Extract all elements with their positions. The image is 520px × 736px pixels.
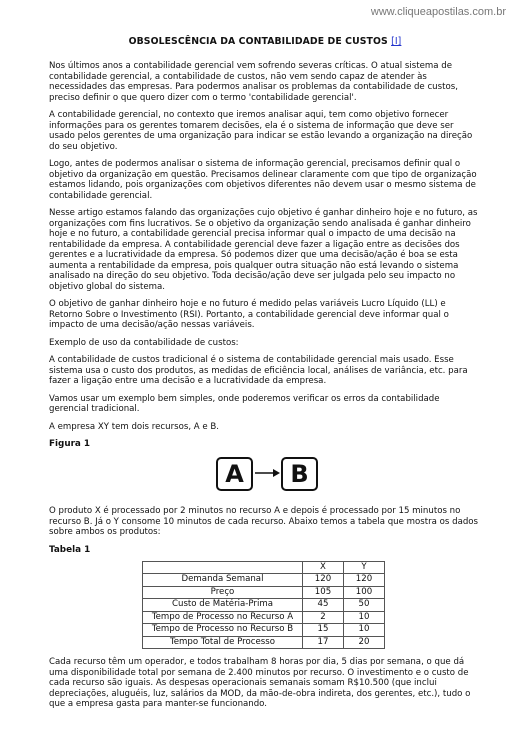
- paragraph: Cada recurso têm um operador, e todos trabalham 8 horas por dia, 5 dias por semana, o que dá uma disponibilidade total por semana de 2.400 minutos por recurso. O investimento e o custo de cada recurso são iguais. As despesas operacionais semanais somam R$10.500 (que inclui depreciações, aluguéis, luz, salários da MOD, da mão-de-obra indireta, dos gerentes, etc.), tudo o que a empresa gasta para manter-se funcionando.: [49, 657, 471, 709]
- paragraph: O objetivo de ganhar dinheiro hoje e no futuro é medido pelas variáveis Lucro Líquido (LL) e Retorno Sobre o Investimento (RSI). Portanto, a contabilidade gerencial deve informar qual o impacto de uma decisão/ação nessas variáveis.: [49, 299, 449, 330]
- paragraph: Logo, antes de podermos analisar o sistema de informação gerencial, precisamos definir qual o objetivo da organização em questão. Precisamos delinear claramente com que tipo de organização estamos lidando, pois organizações com objetivos diferentes não devem usar o mesmo sistema de contabilidade gerencial.: [49, 159, 477, 201]
- paragraph: Nos últimos anos a contabilidade gerencial vem sofrendo severas críticas. O atual sistema de contabilidade gerencial, a contabilidade de custos, não vem sendo capaz de atender às necessidades das empresas. Para podermos analisar os problemas da contabilidade de custos, preciso definir o que quero dizer com o termo 'contabilidade gerencial'.: [49, 61, 458, 103]
- row-label-cell: Preço: [143, 586, 303, 599]
- value-cell: 17: [303, 636, 344, 649]
- value-cell: 50: [344, 599, 385, 612]
- value-cell: 20: [344, 636, 385, 649]
- table-row: [143, 624, 385, 637]
- value-cell: 15: [303, 624, 344, 637]
- paragraph: A contabilidade de custos tradicional é o sistema de contabilidade gerencial mais usado. Esse sistema usa o custo dos produtos, as medidas de eficiência local, análises de variância, etc. para fazer a ligação entre uma decisão e a lucratividade da empresa.: [49, 355, 468, 386]
- value-cell: 10: [344, 624, 385, 637]
- row-label-cell: Custo de Matéria-Prima: [143, 599, 303, 612]
- row-label-cell: Tempo de Processo no Recurso A: [143, 611, 303, 624]
- resource-a-box: A: [216, 457, 253, 491]
- figure-diagram: [49, 455, 481, 499]
- document-page: [49, 36, 481, 717]
- value-cell: 105: [303, 586, 344, 599]
- row-label-cell: Demanda Semanal: [143, 574, 303, 587]
- table-header-row: [143, 561, 385, 574]
- value-cell: 120: [303, 574, 344, 587]
- value-cell: 120: [344, 574, 385, 587]
- site-watermark: www.cliqueapostilas.com.br: [370, 6, 506, 18]
- paragraph: O produto X é processado por 2 minutos no recurso A e depois é processado por 15 minutos no recurso B. Já o Y consome 10 minutos de cada recurso. Abaixo temos a tabela que mostra os dados sobre ambos os produtos:: [49, 506, 479, 537]
- row-label-cell: Tempo de Processo no Recurso B: [143, 624, 303, 637]
- title-text: OBSOLESCÊNCIA DA CONTABILIDADE DE CUSTOS: [128, 36, 388, 47]
- table-row: [143, 636, 385, 649]
- table-row: [143, 599, 385, 612]
- value-cell: 2: [303, 611, 344, 624]
- table-label: Tabela 1: [49, 544, 91, 555]
- row-label-cell: Tempo Total de Processo: [143, 636, 303, 649]
- header-cell: Y: [344, 561, 385, 574]
- footnote-link[interactable]: [I]: [391, 36, 402, 47]
- paragraph: Nesse artigo estamos falando das organizações cujo objetivo é ganhar dinheiro hoje e no futuro, as organizações com fins lucrativos. Se o objetivo da organização sendo analisada é ganhar dinheiro hoje e no futuro, a contabilidade gerencial precisa informar qual o impacto de uma decisão na rentabilidade da empresa. A contabilidade gerencial deve fazer a ligação entre as decisões dos gerentes e a lucratividade da empresa. Só podemos dizer que uma decisão/ação é boa se esta aumenta a rentabilidade da empresa, pois qualquer outra situação não está levando o sistema analisado na direção do seu objetivo. Toda decisão/ação deve ser julgada pelo seu impacto no objetivo global do sistema.: [49, 208, 478, 292]
- value-cell: 45: [303, 599, 344, 612]
- data-table: [142, 561, 385, 650]
- resource-b-box: B: [281, 457, 318, 491]
- document-title: [49, 36, 481, 47]
- value-cell: 10: [344, 611, 385, 624]
- arrow-right-icon: [254, 467, 281, 479]
- figure-label: Figura 1: [49, 439, 91, 449]
- paragraph: A contabilidade gerencial, no contexto que iremos analisar aqui, tem como objetivo fornecer informações para os gerentes tomarem decisões, ela é o sistema de informação que deve ser usado pelos gerentes de uma organização para indicar se estão levando a organização na direção do seu objetivo.: [49, 110, 473, 152]
- value-cell: 100: [344, 586, 385, 599]
- paragraph: Vamos usar um exemplo bem simples, onde poderemos verificar os erros da contabilidade gerencial tradicional.: [49, 393, 440, 414]
- table-row: [143, 586, 385, 599]
- table-row: [143, 574, 385, 587]
- header-cell: X: [303, 561, 344, 574]
- paragraph: A empresa XY tem dois recursos, A e B.: [49, 421, 220, 432]
- paragraph: Exemplo de uso da contabilidade de custos:: [49, 337, 239, 348]
- table-row: [143, 611, 385, 624]
- header-cell-blank: [143, 561, 303, 574]
